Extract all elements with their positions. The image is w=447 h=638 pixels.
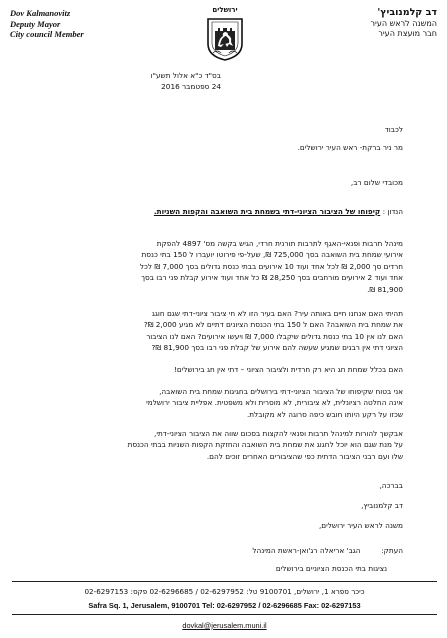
greeting: מכובדי שלום רב, [350,178,403,187]
cc-line-1 [41,545,403,556]
paragraph-line: האם לנו אין 10 בתי כנסת גדולים שיקבלו 7,000 ₪ ויעשו אירועים? האם לנו הציבור [146,331,403,341]
paragraph-4 [41,386,403,420]
signature-title: משנה לראש העיר ירושלים, [318,521,403,530]
date-block [151,70,221,93]
sender-subtitle-en: City council Member [10,29,84,39]
footer-email-link[interactable]: dovkal@jerusalem.muni.il [182,621,267,630]
paragraph-5 [41,428,403,462]
closing-blessing: בברכה, [379,481,403,490]
paragraph-line: 81,900 ₪. [367,284,403,294]
cc-recipient-2: נציגות בתי הכנסת הציוניים בירושלים [275,564,387,573]
cc-label: העתק: [381,546,403,555]
sender-subtitle-he: חבר מועצת העיר [378,29,437,38]
letterhead-english [10,8,84,40]
jerusalem-emblem-icon [205,16,245,62]
emblem-caption: ירושלים [212,6,238,14]
signature-name: דב קלמנוביץ, [361,501,403,510]
sender-name-en: Dov Kalmanovitz [10,8,71,18]
cc-recipient-1: הגב' אריאלה רג'ואן-ראשת המינהל [252,546,361,555]
paragraph-3 [41,364,403,375]
paragraph-line: אירועי שמחת בית השואבה בסך 725,000 ₪, שעל-פי פירוטו יועברו ל 150 בתי כנסת [141,250,403,260]
paragraph-line: אינה החלטה רציונלית, לא ציבורית, לא מוסרית ולא משפטית. אפליית ציבור ירושלמי [146,398,403,408]
footer-divider-bottom [12,614,437,615]
paragraph-line: מינהל תרבות ופנאי-האגף לתרבות תורנית חרדי, הגיש בקשה מס' 4897 להפקת [156,239,403,248]
sender-title-en: Deputy Mayor [10,18,61,29]
sender-name-he: דב קלמנוביץ' [377,7,437,18]
sender-title-he: המשנה לראש העיר [370,18,437,28]
paragraph-line: שלו ועם רבני הציבור הדתית כפי שהציבורים האחרים זוכים להם. [206,451,403,461]
paragraph-line: את שמחת בית השואבה? האם ל 150 בתי הכנסת הציונים דתיים לא מגיע 2,000 ₪? [143,320,403,330]
footer-divider [12,581,437,582]
paragraph-1 [41,238,403,295]
recipient-to: לכבוד [384,125,403,134]
paragraph-2 [41,308,403,354]
recipient-name: מר ניר ברקת- ראש העיר ירושלים. [297,143,403,152]
paragraph-line: אחד ועוד 2 אירועים מורחבים בסך 28,250 ₪ כל אחד ועוד אירוע קבלת פני רבו בסך [141,273,403,283]
paragraph-line: שכזו על רקע היותו חובש כיפה סרוגה לא מקובלת. [246,409,403,419]
subject-line [41,206,403,217]
hebrew-date: בס"ד כ"א אלול תשע"ו [150,71,221,80]
footer-address-en: Safra Sq. 1, Jerusalem, 9100701 Tel: 02-6297952 / 02-6296685 Fax: 02-6297153 [88,601,361,610]
paragraph-line: חרדים סך 2,000 ₪ לכל אחד ועוד 10 אירועים בבתי כנסת גדולים בסך 7,000 ₪ לכל [139,261,403,271]
subject-text: קיפוחו של הציבור הציוני-דתי בשמחת בית השואבה והקפות השניות. [153,207,381,216]
paragraph-line: אבקשך להורות למינהל תרבות ופנאי להקצות בסכום שווה את הציבור הציוני-דתי, [154,429,403,438]
paragraph-line: על מנת שגם הוא יוכל לחגוג את שמחת בית השואבה והחזקת הקפות השניות בבתי הכנסת [127,440,403,450]
subject-label: הנדון : [382,207,403,216]
paragraph-line: האם בכלל שמחת חג היא רק חרדית ולציבור הציוני – דתי אין חג בירושלים! [173,365,403,374]
paragraph-line: תהיתי האם אנחנו חיים באותה עיר? האם בעיר הזו לא חי ציבור ציוני-דתי שגם חוגג [151,309,403,318]
letterhead-hebrew [371,8,437,40]
paragraph-line: אני בטוח שקיפוחו של הציבור הציוני-דתי בירושלים בחגיגות שמחת בית השואבה, [159,387,403,396]
paragraph-line: הציוני דתי אין רבנים שמגיע שעשה להם אירוע של קבלת פני רבו בסך 81,900 ₪? [151,343,403,353]
footer-address-he: כיכר ספרא 1, ירושלים, 9100701 טל: 02-6297952 / 02-6296685 פקס: 02-6297153 [84,587,365,596]
gregorian-date: 24 ספטמבר 2016 [161,82,221,92]
